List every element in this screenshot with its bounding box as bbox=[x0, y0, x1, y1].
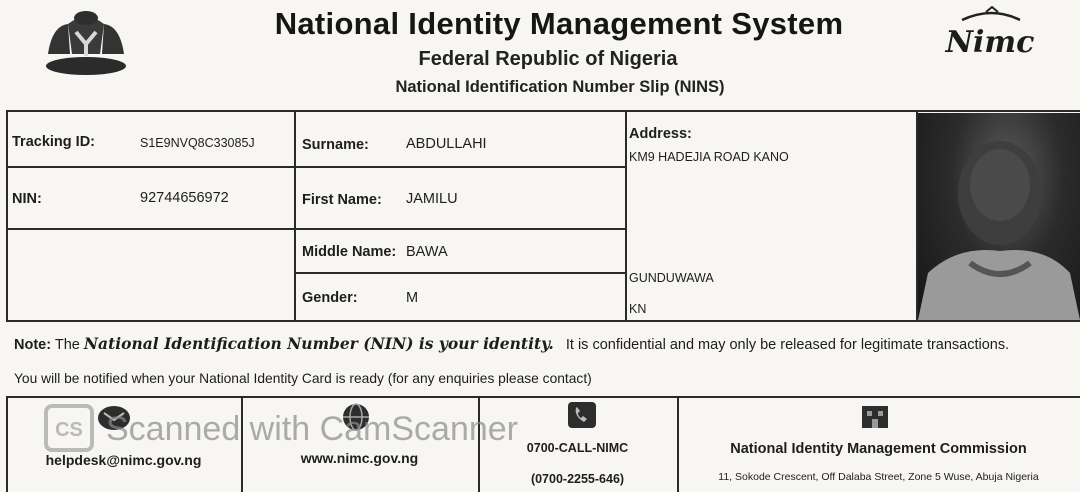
middle-name-value: BAWA bbox=[406, 244, 448, 260]
note-emphasis: National Identification Number (NIN) is your identity. bbox=[83, 334, 554, 353]
helpdesk-email[interactable]: helpdesk@nimc.gov.ng bbox=[45, 452, 202, 468]
col-rule bbox=[294, 110, 296, 322]
note-line-2: You will be notified when your National Identity Card is ready (for any enquiries please contact) bbox=[14, 371, 592, 386]
camscanner-logo bbox=[44, 404, 94, 452]
address-line-1: KM9 HADEJIA ROAD KANO bbox=[629, 150, 789, 164]
tracking-id-label: Tracking ID: bbox=[12, 134, 95, 150]
row-rule bbox=[6, 228, 626, 230]
camscanner-watermark: Scanned with CamScanner bbox=[106, 410, 519, 448]
address-label: Address: bbox=[629, 126, 692, 142]
nimc-logo bbox=[942, 6, 1038, 70]
country-subtitle: Federal Republic of Nigeria bbox=[418, 48, 678, 70]
row-rule bbox=[6, 166, 626, 168]
holder-photo bbox=[918, 113, 1080, 320]
footer-top-rule bbox=[6, 396, 1080, 398]
surname-value: ABDULLAHI bbox=[406, 136, 487, 152]
call-center-number[interactable]: (0700-2255-646) bbox=[530, 472, 625, 486]
slip-name: National Identification Number Slip (NINS) bbox=[395, 78, 725, 96]
table-bottom-rule bbox=[6, 320, 1080, 322]
col-rule bbox=[625, 110, 627, 322]
address-line-2: GUNDUWAWA bbox=[629, 271, 714, 285]
nin-value: 92744656972 bbox=[140, 190, 229, 206]
gender-label: Gender: bbox=[302, 290, 358, 306]
tracking-id-value: S1E9NVQ8C33085J bbox=[140, 136, 255, 150]
person-silhouette-icon bbox=[918, 113, 1080, 320]
call-center-label: 0700-CALL-NIMC bbox=[526, 441, 629, 455]
commission-name: National Identity Management Commission bbox=[730, 441, 1027, 457]
footer-col-rule bbox=[6, 396, 8, 492]
system-title: National Identity Management System bbox=[274, 6, 844, 41]
first-name-label: First Name: bbox=[302, 192, 382, 208]
gender-value: M bbox=[406, 290, 419, 306]
address-line-3: KN bbox=[629, 302, 647, 316]
note-rest: It is confidential and may only be released for legitimate transactions. bbox=[565, 337, 1010, 353]
row-rule bbox=[296, 272, 626, 274]
note-the: The bbox=[54, 337, 80, 353]
website-link[interactable]: www.nimc.gov.ng bbox=[300, 450, 419, 466]
slip-header bbox=[0, 0, 1080, 108]
col-rule bbox=[6, 110, 8, 322]
building-icon bbox=[860, 404, 890, 430]
first-name-value: JAMILU bbox=[406, 191, 458, 207]
middle-name-label: Middle Name: bbox=[302, 244, 397, 260]
phone-icon bbox=[566, 400, 598, 430]
svg-text:Nimc: Nimc bbox=[945, 25, 1035, 60]
nin-label: NIN: bbox=[12, 191, 42, 207]
svg-text:CS: CS bbox=[55, 419, 83, 441]
commission-address: 11, Sokode Crescent, Off Dalaba Street, Zone 5 Wuse, Abuja Nigeria bbox=[718, 471, 1039, 483]
table-top-rule bbox=[6, 110, 1080, 112]
surname-label: Surname: bbox=[302, 137, 369, 153]
note-line-1 bbox=[14, 334, 1009, 353]
note-prefix: Note: bbox=[14, 337, 52, 353]
